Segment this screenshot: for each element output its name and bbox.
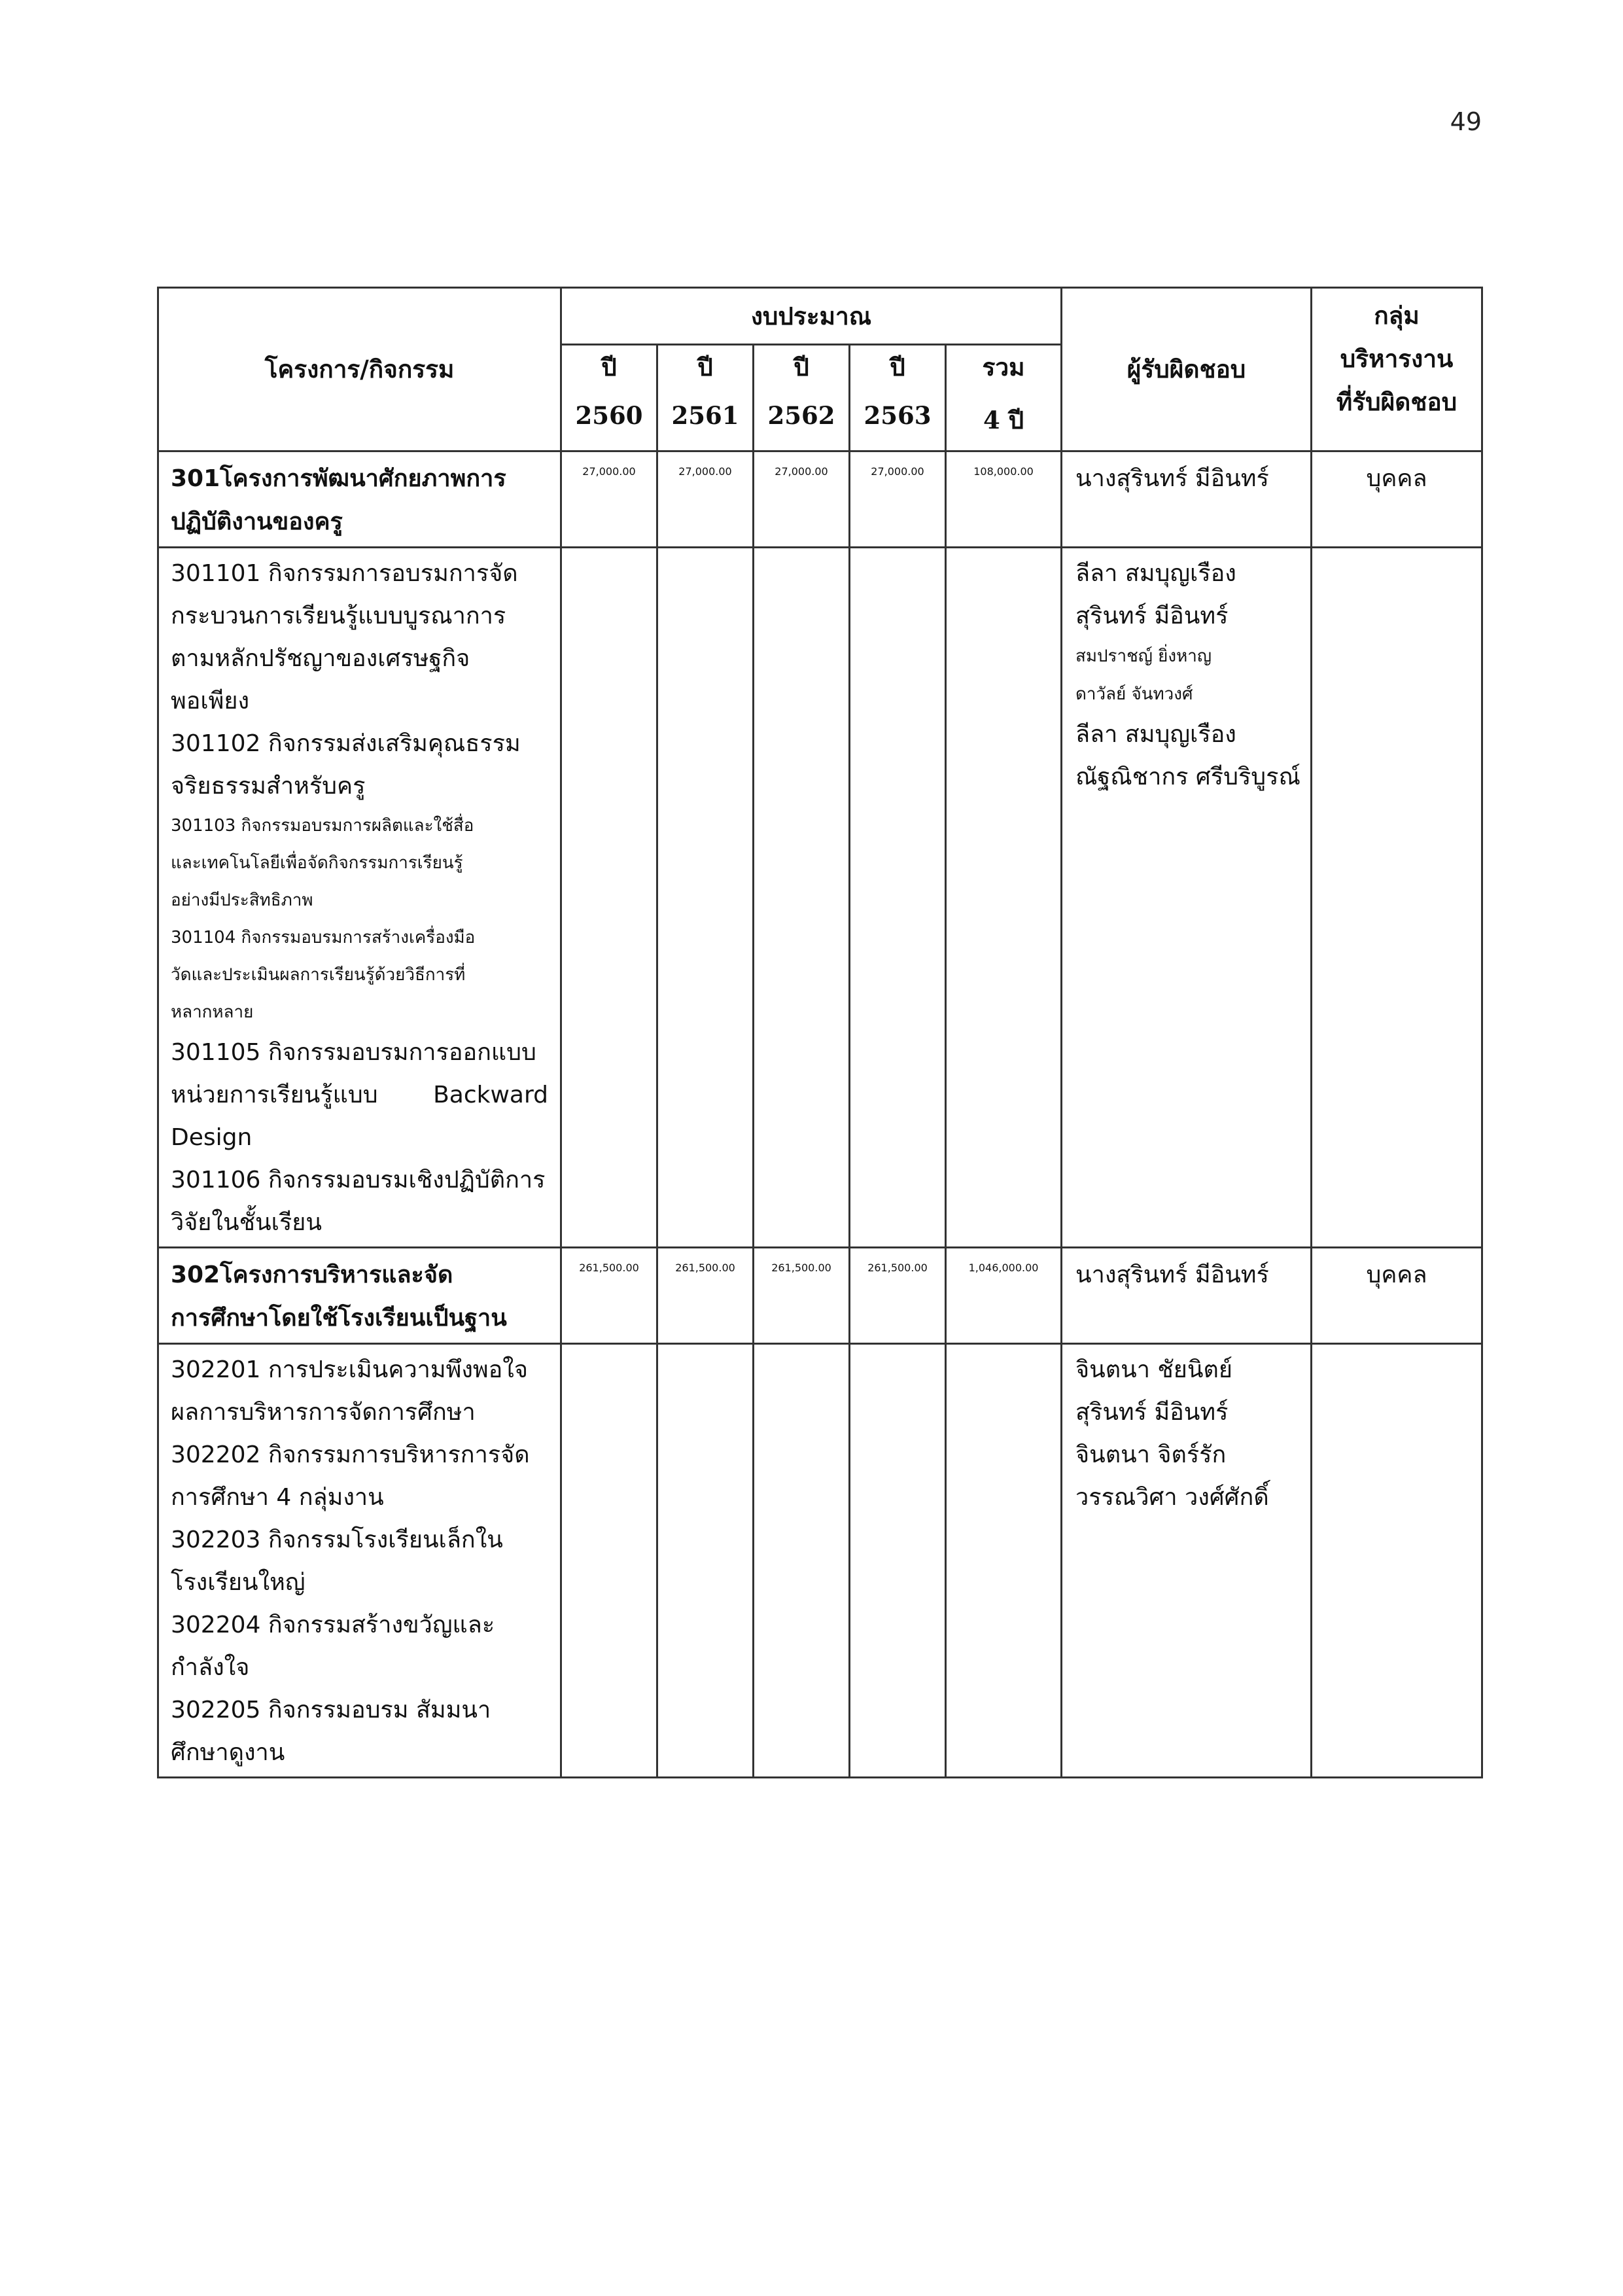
activity-line-text: Backward bbox=[433, 1082, 548, 1108]
empty-cell bbox=[754, 1344, 850, 1778]
budget-total: 108,000.00 bbox=[946, 451, 1062, 548]
activity-line: 302204 กิจกรรมสร้างขวัญและ bbox=[171, 1612, 495, 1638]
header-total-value: 4 ปี bbox=[983, 406, 1024, 434]
activity-line: ตามหลักปรัชญาของเศรษฐกิจ bbox=[171, 645, 470, 672]
empty-cell bbox=[754, 548, 850, 1248]
project-responsible: นางสุรินทร์ มีอินทร์ bbox=[1062, 451, 1312, 548]
header-total bbox=[946, 345, 1062, 451]
budget-2563: 261,500.00 bbox=[850, 1248, 946, 1344]
activity-line: 301106 กิจกรรมอบรมเชิงปฏิบัติการ bbox=[171, 1167, 546, 1193]
activity-line: กำลังใจ bbox=[171, 1654, 250, 1681]
activity-line: จริยธรรมสำหรับครู bbox=[171, 773, 366, 800]
activity-line: พอเพียง bbox=[171, 688, 250, 715]
activity-line: อย่างมีประสิทธิภาพ bbox=[171, 891, 313, 910]
header-year-label: ปี bbox=[794, 353, 809, 381]
header-year-label: ปี bbox=[890, 353, 905, 381]
activity-line: 301103 กิจกรรมอบรมการผลิตและใช้สื่อ bbox=[171, 816, 474, 836]
activity-line: กระบวนการเรียนรู้แบบบูรณาการ bbox=[171, 603, 506, 629]
project-title-line: 301โครงการพัฒนาศักยภาพการ bbox=[171, 465, 506, 492]
header-year-label: ปี bbox=[601, 353, 617, 381]
header-year-value: 2562 bbox=[767, 401, 835, 430]
header-group-line: กลุ่ม bbox=[1374, 301, 1420, 330]
responsible-person: ลีลา สมบุญเรือง bbox=[1075, 721, 1236, 748]
activity-line: การศึกษา 4 กลุ่มงาน bbox=[171, 1484, 384, 1511]
responsible-person: จินตนา จิตร์รัก bbox=[1075, 1441, 1227, 1468]
activity-line: 301102 กิจกรรมส่งเสริมคุณธรรม bbox=[171, 730, 521, 757]
header-group bbox=[1312, 288, 1482, 451]
activity-responsible-list bbox=[1062, 548, 1312, 1248]
empty-cell bbox=[561, 1344, 657, 1778]
header-year bbox=[754, 345, 850, 451]
header-group-line: บริหารงาน bbox=[1340, 344, 1454, 373]
project-responsible: นางสุรินทร์ มีอินทร์ bbox=[1062, 1248, 1312, 1344]
activity-list bbox=[158, 548, 561, 1248]
project-row bbox=[158, 451, 1482, 548]
budget-table bbox=[157, 287, 1483, 1778]
budget-2563: 27,000.00 bbox=[850, 451, 946, 548]
responsible-person: จินตนา ชัยนิตย์ bbox=[1075, 1356, 1232, 1383]
activity-line: Design bbox=[171, 1124, 253, 1151]
responsible-person: ดาวัลย์ จันทวงศ์ bbox=[1075, 684, 1193, 704]
project-group: บุคคล bbox=[1312, 1248, 1482, 1344]
activity-line: 302201 การประเมินความพึงพอใจ bbox=[171, 1356, 528, 1383]
empty-cell bbox=[1312, 548, 1482, 1248]
header-year bbox=[850, 345, 946, 451]
activity-responsible-list bbox=[1062, 1344, 1312, 1778]
activity-line: 302203 กิจกรรมโรงเรียนเล็กใน bbox=[171, 1527, 503, 1553]
project-title bbox=[158, 1248, 561, 1344]
responsible-person: สมปราชญ์ ยิ่งหาญ bbox=[1075, 646, 1212, 666]
activity-line: วิจัยในชั้นเรียน bbox=[171, 1209, 322, 1236]
responsible-person: สุรินทร์ มีอินทร์ bbox=[1075, 1399, 1229, 1426]
project-title-line: การศึกษาโดยใช้โรงเรียนเป็นฐาน bbox=[171, 1305, 507, 1332]
project-title-line: ปฏิบัติงานของครู bbox=[171, 508, 343, 535]
activity-line: 302205 กิจกรรมอบรม สัมมนา bbox=[171, 1697, 491, 1723]
budget-total: 1,046,000.00 bbox=[946, 1248, 1062, 1344]
activities-row bbox=[158, 1344, 1482, 1778]
responsible-person: ณัฐณิชากร ศรีบริบูรณ์ bbox=[1075, 764, 1300, 790]
header-year-value: 2560 bbox=[575, 401, 643, 430]
page-number: 49 bbox=[1450, 107, 1482, 136]
activity-line: และเทคโนโลยีเพื่อจัดกิจกรรมการเรียนรู้ bbox=[171, 853, 463, 873]
responsible-person: สุรินทร์ มีอินทร์ bbox=[1075, 603, 1229, 629]
header-year-label: ปี bbox=[697, 353, 713, 381]
budget-2560: 261,500.00 bbox=[561, 1248, 657, 1344]
project-title-line: 302โครงการบริหารและจัด bbox=[171, 1262, 453, 1288]
responsible-person: ลีลา สมบุญเรือง bbox=[1075, 560, 1236, 587]
project-title bbox=[158, 451, 561, 548]
project-row bbox=[158, 1248, 1482, 1344]
activity-line: โรงเรียนใหญ่ bbox=[171, 1569, 305, 1596]
activity-line: 302202 กิจกรรมการบริหารการจัด bbox=[171, 1441, 530, 1468]
budget-2561: 27,000.00 bbox=[657, 451, 754, 548]
budget-2561: 261,500.00 bbox=[657, 1248, 754, 1344]
empty-cell bbox=[850, 1344, 946, 1778]
header-year-value: 2563 bbox=[864, 401, 932, 430]
activity-line: 301105 กิจกรรมอบรมการออกแบบ bbox=[171, 1039, 536, 1066]
header-budget: งบประมาณ bbox=[561, 288, 1062, 345]
budget-2560: 27,000.00 bbox=[561, 451, 657, 548]
activity-line: ผลการบริหารการจัดการศึกษา bbox=[171, 1399, 476, 1426]
activity-line-text: หน่วยการเรียนรู้แบบ bbox=[171, 1082, 378, 1108]
header-year bbox=[561, 345, 657, 451]
activity-list bbox=[158, 1344, 561, 1778]
budget-2562: 27,000.00 bbox=[754, 451, 850, 548]
header-responsible: ผู้รับผิดชอบ bbox=[1062, 288, 1312, 451]
activity-line bbox=[171, 1074, 548, 1116]
empty-cell bbox=[561, 548, 657, 1248]
empty-cell bbox=[946, 548, 1062, 1248]
activity-line: ศึกษาดูงาน bbox=[171, 1739, 285, 1766]
activity-line: 301104 กิจกรรมอบรมการสร้างเครื่องมือ bbox=[171, 928, 476, 947]
responsible-person: วรรณวิศา วงศ์ศักดิ์ bbox=[1075, 1484, 1269, 1511]
empty-cell bbox=[657, 1344, 754, 1778]
activities-row bbox=[158, 548, 1482, 1248]
empty-cell bbox=[946, 1344, 1062, 1778]
header-total-label: รวม bbox=[982, 353, 1025, 381]
activity-line: หลากหลาย bbox=[171, 1002, 254, 1022]
empty-cell bbox=[1312, 1344, 1482, 1778]
empty-cell bbox=[850, 548, 946, 1248]
header-year-value: 2561 bbox=[671, 401, 739, 430]
budget-2562: 261,500.00 bbox=[754, 1248, 850, 1344]
activity-line: วัดและประเมินผลการเรียนรู้ด้วยวิธีการที่ bbox=[171, 965, 466, 985]
header-group-line: ที่รับผิดชอบ bbox=[1336, 387, 1457, 416]
project-group: บุคคล bbox=[1312, 451, 1482, 548]
empty-cell bbox=[657, 548, 754, 1248]
activity-line: 301101 กิจกรรมการอบรมการจัด bbox=[171, 560, 518, 587]
header-year bbox=[657, 345, 754, 451]
header-project: โครงการ/กิจกรรม bbox=[158, 288, 561, 451]
